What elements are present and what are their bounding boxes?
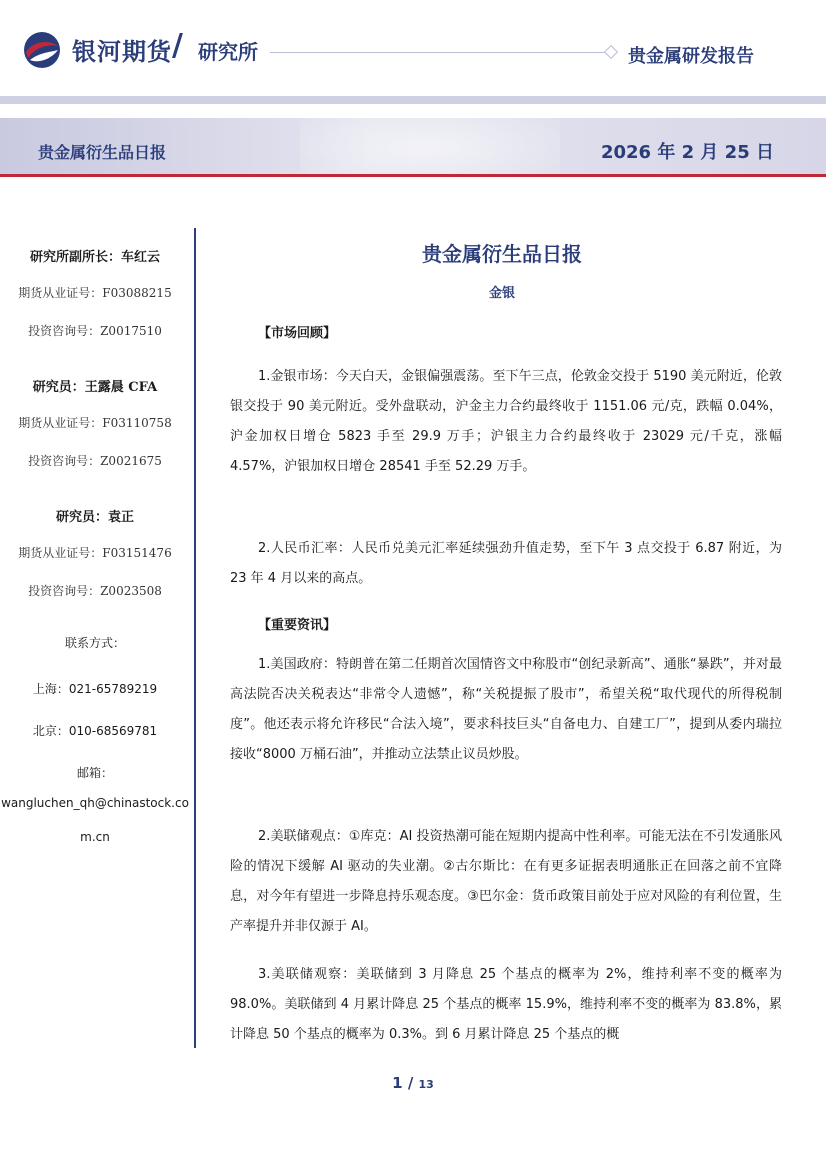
email-label: 邮箱： — [76, 766, 113, 780]
paragraph: 3.美联储观察：美联储到 3 月降息 25 个基点的概率为 2%，维持利率不变的概率为 98.0%。美联储到 4 月累计降息 25 个基点的概率 15.9%，维持利率不变的概率为 83.8%，累计降息 50 个基点的概率为 0.3%。到 6 月累计降息 25 个基点的概 — [230, 967, 782, 1042]
beijing-phone: 北京：010-68569781 — [32, 724, 158, 738]
diamond-icon — [604, 45, 618, 59]
paragraph: 2.美联储观点：①库克：AI 投资热潮可能在短期内提高中性利率。可能无法在不引发通胀风险的情况下缓解 AI 驱动的失业潮。②古尔斯比：在有更多证据表明通胀正在回落之前不宜降息，对今年有望进一步降息持乐观态度。③巴尔金：货币政策目前处于应对风险的有利位置，生产率提升并非仅源于 AI。 — [230, 829, 782, 934]
analyst-name: 研究员：袁正 — [55, 510, 134, 525]
page-separator: / — [407, 1074, 414, 1092]
analyst-license: 期货从业证号：F03110758 — [18, 416, 172, 430]
analyst-name: 研究员：王露晨 CFA — [32, 380, 158, 395]
header-rule — [270, 52, 610, 53]
email-address-cont[interactable]: m.cn — [80, 830, 110, 844]
header-band — [0, 96, 826, 104]
galaxy-futures-logo-icon — [22, 30, 62, 70]
department-name: 研究所 — [198, 40, 258, 64]
sidebar-divider — [194, 228, 196, 1048]
current-page: 1 — [392, 1074, 403, 1092]
contact-label: 联系方式： — [64, 636, 125, 650]
page-number — [0, 1074, 826, 1092]
total-pages: 13 — [418, 1078, 434, 1091]
banner-red-rule — [0, 174, 826, 177]
report-title: 贵金属衍生品日报 — [422, 242, 582, 266]
analyst-license: 期货从业证号：F03151476 — [18, 546, 172, 560]
shanghai-phone: 上海：021-65789219 — [32, 682, 158, 696]
email-address[interactable]: wangluchen_qh@chinastock.co — [1, 796, 189, 810]
analyst-consult-id: 投资咨询号：Z0023508 — [28, 584, 162, 598]
brand-separator: / — [172, 28, 183, 63]
report-type: 贵金属研发报告 — [628, 46, 754, 67]
section-heading: 【重要资讯】 — [258, 618, 337, 633]
analyst-consult-id: 投资咨询号：Z0021675 — [28, 454, 162, 468]
brand-name: 银河期货 — [72, 38, 172, 66]
analyst-consult-id: 投资咨询号：Z0017510 — [28, 324, 162, 338]
report-date: 2026 年 2 月 25 日 — [600, 142, 774, 163]
paragraph: 2.人民币汇率：人民币兑美元汇率延续强劲升值走势，至下午 3 点交投于 6.87 附近，为 23 年 4 月以来的高点。 — [230, 541, 782, 586]
title-banner — [0, 118, 826, 174]
banner-title: 贵金属衍生品日报 — [38, 143, 167, 162]
section-heading: 【市场回顾】 — [258, 326, 337, 341]
paragraph: 1.金银市场：今天白天，金银偏强震荡。至下午三点，伦敦金交投于 5190 美元附近，伦敦银交投于 90 美元附近。受外盘联动，沪金主力合约最终收于 1151.06 元/克，跌幅 0.04%，沪金加权日增仓 5823 手至 29.9 万手；沪银主力合约最终收于 23029 元/千克，涨幅 4.57%，沪银加权日增仓 28541 手至 52.29 万手。 — [230, 369, 782, 474]
analyst-name: 研究所副所长：车红云 — [29, 250, 160, 265]
analyst-license: 期货从业证号：F03088215 — [18, 286, 172, 300]
page-header — [0, 0, 826, 96]
report-subtitle: 金银 — [488, 286, 515, 301]
paragraph: 1.美国政府：特朗普在第二任期首次国情咨文中称股市“创纪录新高”、通胀“暴跌”，并对最高法院否决关税表达“非常令人遗憾”，称“关税提振了股市”，希望关税“取代现代的所得税制度”。他还表示将允许移民“合法入境”，要求科技巨头“自备电力、自建工厂”，提到从委内瑞拉接收“8000 万桶石油”，并推动立法禁止议员炒股。 — [230, 657, 782, 762]
